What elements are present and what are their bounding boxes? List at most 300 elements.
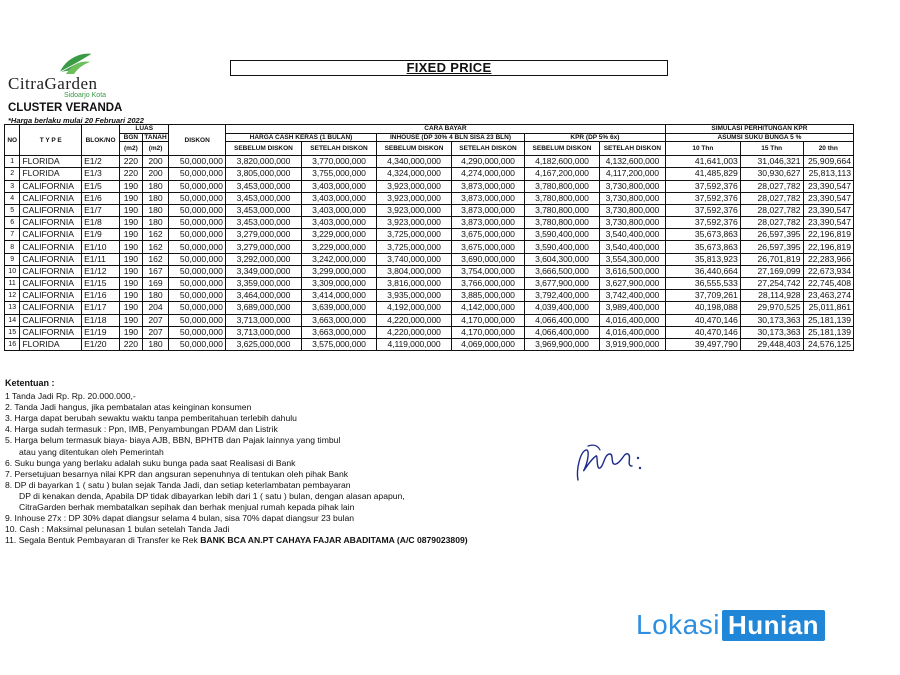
cluster-title: CLUSTER VERANDA: [8, 102, 123, 114]
cell-inh-sebelum: 3,923,000,000: [377, 180, 452, 192]
col-tanah: TANAH: [142, 134, 169, 142]
cell-bgn: 190: [120, 326, 143, 338]
cell-t10: 40,198,088: [665, 302, 740, 314]
cell-type: FLORIDA: [20, 156, 82, 168]
cell-t10: 35,813,923: [665, 253, 740, 265]
table-row: [5, 156, 854, 168]
cell-inh-setelah: 4,274,000,000: [452, 168, 525, 180]
cell-cash-sebelum: 3,279,000,000: [225, 241, 301, 253]
cell-t15: 26,597,395: [740, 241, 803, 253]
cell-kpr-setelah: 4,016,400,000: [599, 326, 665, 338]
cell-diskon: 50,000,000: [169, 204, 226, 216]
col-inhouse: INHOUSE (DP 30% 4 BLN SISA 23 BLN): [377, 134, 525, 142]
cell-type: CALIFORNIA: [20, 241, 82, 253]
col-bgn-unit: (m2): [120, 142, 143, 156]
col-bunga: ASUMSI SUKU BUNGA 5 %: [665, 134, 853, 142]
cell-t20: 25,181,139: [803, 314, 853, 326]
term-item: 3. Harga dapat berubah sewaktu waktu tanpa pemberitahuan terlebih dahulu: [5, 413, 297, 424]
cell-no: 9: [5, 253, 20, 265]
cell-bgn: 190: [120, 278, 143, 290]
cell-diskon: 50,000,000: [169, 241, 226, 253]
cell-no: 15: [5, 326, 20, 338]
cell-cash-setelah: 3,242,000,000: [301, 253, 376, 265]
cell-type: CALIFORNIA: [20, 265, 82, 277]
cell-bgn: 190: [120, 180, 143, 192]
cell-kpr-setelah: 3,627,900,000: [599, 278, 665, 290]
brand-name: CitraGarden: [8, 74, 98, 93]
table-row: [5, 253, 854, 265]
col-cara-bayar: CARA BAYAR: [225, 125, 665, 134]
table-row: [5, 241, 854, 253]
cell-tanah: 207: [142, 326, 169, 338]
cell-no: 12: [5, 290, 20, 302]
cell-no: 2: [5, 168, 20, 180]
cell-cash-setelah: 3,309,000,000: [301, 278, 376, 290]
cell-tanah: 162: [142, 241, 169, 253]
cell-tanah: 162: [142, 229, 169, 241]
cell-no: 1: [5, 156, 20, 168]
term-item: 1 Tanda Jadi Rp. Rp. 20.000.000,-: [5, 391, 136, 402]
cell-no: 5: [5, 204, 20, 216]
cell-diskon: 50,000,000: [169, 338, 226, 350]
cell-inh-sebelum: 4,340,000,000: [377, 156, 452, 168]
cell-t15: 28,027,782: [740, 192, 803, 204]
cell-cash-sebelum: 3,713,000,000: [225, 314, 301, 326]
cell-diskon: 50,000,000: [169, 302, 226, 314]
cell-type: FLORIDA: [20, 168, 82, 180]
col-blok: BLOK/NO: [82, 125, 120, 156]
cell-no: 10: [5, 265, 20, 277]
col-cash-setelah: SETELAH DISKON: [301, 142, 376, 156]
cell-tanah: 200: [142, 168, 169, 180]
cell-cash-setelah: 3,663,000,000: [301, 314, 376, 326]
cell-blok: E1/19: [82, 326, 120, 338]
cell-tanah: 167: [142, 265, 169, 277]
cell-kpr-sebelum: 3,590,400,000: [524, 229, 599, 241]
cell-cash-sebelum: 3,689,000,000: [225, 302, 301, 314]
cell-inh-setelah: 4,069,000,000: [452, 338, 525, 350]
cell-t20: 23,390,547: [803, 217, 853, 229]
cell-type: CALIFORNIA: [20, 229, 82, 241]
cell-kpr-sebelum: 3,604,300,000: [524, 253, 599, 265]
cell-kpr-setelah: 3,989,400,000: [599, 302, 665, 314]
cell-bgn: 190: [120, 217, 143, 229]
cell-cash-sebelum: 3,625,000,000: [225, 338, 301, 350]
cell-blok: E1/11: [82, 253, 120, 265]
cell-tanah: 200: [142, 156, 169, 168]
table-row: [5, 229, 854, 241]
cell-kpr-sebelum: 4,182,600,000: [524, 156, 599, 168]
cell-t15: 28,114,928: [740, 290, 803, 302]
cell-t15: 28,027,782: [740, 204, 803, 216]
cell-no: 16: [5, 338, 20, 350]
cell-bgn: 190: [120, 265, 143, 277]
cell-tanah: 180: [142, 338, 169, 350]
cell-kpr-setelah: 4,016,400,000: [599, 314, 665, 326]
col-inhouse-setelah: SETELAH DISKON: [452, 142, 525, 156]
term-item: 5. Harga belum termasuk biaya- biaya AJB, BBN, BPHTB dan Pajak lainnya yang timbul: [5, 435, 341, 446]
cell-inh-sebelum: 3,935,000,000: [377, 290, 452, 302]
cell-t15: 30,930,627: [740, 168, 803, 180]
cell-bgn: 190: [120, 253, 143, 265]
table-row: [5, 217, 854, 229]
cell-type: CALIFORNIA: [20, 314, 82, 326]
cell-diskon: 50,000,000: [169, 168, 226, 180]
cell-diskon: 50,000,000: [169, 180, 226, 192]
cell-t15: 30,173,363: [740, 314, 803, 326]
cell-diskon: 50,000,000: [169, 326, 226, 338]
cell-cash-setelah: 3,575,000,000: [301, 338, 376, 350]
col-no: NO: [5, 125, 20, 156]
cell-cash-setelah: 3,414,000,000: [301, 290, 376, 302]
cell-blok: E1/10: [82, 241, 120, 253]
term-item: 9. Inhouse 27x : DP 30% dapat diangsur selama 4 bulan, sisa 70% dapat diangsur 23 bulan: [5, 513, 355, 524]
valid-date-note: *Harga berlaku mulai 20 Februari 2022: [8, 116, 144, 125]
cell-t20: 23,390,547: [803, 204, 853, 216]
cell-inh-setelah: 3,766,000,000: [452, 278, 525, 290]
cell-no: 11: [5, 278, 20, 290]
cell-inh-sebelum: 3,923,000,000: [377, 204, 452, 216]
cell-kpr-setelah: 4,117,200,000: [599, 168, 665, 180]
cell-blok: E1/3: [82, 168, 120, 180]
table-row: [5, 204, 854, 216]
cell-cash-sebelum: 3,453,000,000: [225, 217, 301, 229]
cell-inh-setelah: 3,873,000,000: [452, 180, 525, 192]
cell-inh-setelah: 3,675,000,000: [452, 241, 525, 253]
table-row: [5, 180, 854, 192]
cell-kpr-sebelum: 3,677,900,000: [524, 278, 599, 290]
cell-t20: 23,390,547: [803, 180, 853, 192]
cell-inh-setelah: 3,690,000,000: [452, 253, 525, 265]
cell-kpr-setelah: 3,616,500,000: [599, 265, 665, 277]
cell-t20: 22,283,966: [803, 253, 853, 265]
cell-kpr-setelah: 3,540,400,000: [599, 241, 665, 253]
cell-inh-sebelum: 4,119,000,000: [377, 338, 452, 350]
col-tanah-unit: (m2): [142, 142, 169, 156]
cell-t10: 37,709,261: [665, 290, 740, 302]
cell-cash-setelah: 3,770,000,000: [301, 156, 376, 168]
cell-t10: 35,673,863: [665, 229, 740, 241]
terms-heading: Ketentuan :: [5, 378, 55, 388]
cell-t15: 28,027,782: [740, 217, 803, 229]
cell-tanah: 180: [142, 290, 169, 302]
cell-inh-sebelum: 4,324,000,000: [377, 168, 452, 180]
cell-tanah: 169: [142, 278, 169, 290]
cell-inh-setelah: 3,873,000,000: [452, 192, 525, 204]
cell-inh-sebelum: 3,740,000,000: [377, 253, 452, 265]
table-body: [5, 156, 854, 351]
term-last-prefix: 11. Segala Bentuk Pembayaran di Transfer ke Rek: [5, 535, 201, 546]
cell-t10: 36,440,664: [665, 265, 740, 277]
col-kpr-setelah: SETELAH DISKON: [599, 142, 665, 156]
fixed-price-title: FIXED PRICE: [406, 60, 492, 75]
cell-diskon: 50,000,000: [169, 217, 226, 229]
cell-type: CALIFORNIA: [20, 253, 82, 265]
cell-inh-setelah: 3,754,000,000: [452, 265, 525, 277]
cell-cash-setelah: 3,403,000,000: [301, 217, 376, 229]
cell-blok: E1/9: [82, 229, 120, 241]
col-kpr-sebelum: SEBELUM DISKON: [524, 142, 599, 156]
cell-bgn: 220: [120, 156, 143, 168]
cell-inh-setelah: 3,873,000,000: [452, 217, 525, 229]
col-15-thn: 15 Thn: [740, 142, 803, 156]
cell-type: CALIFORNIA: [20, 278, 82, 290]
cell-bgn: 190: [120, 192, 143, 204]
cell-kpr-setelah: 3,742,400,000: [599, 290, 665, 302]
cell-cash-sebelum: 3,464,000,000: [225, 290, 301, 302]
term-item: atau yang ditentukan oleh Pemerintah: [19, 446, 164, 457]
table-row: [5, 168, 854, 180]
cell-cash-setelah: 3,639,000,000: [301, 302, 376, 314]
cell-kpr-setelah: 3,730,800,000: [599, 192, 665, 204]
cell-diskon: 50,000,000: [169, 192, 226, 204]
col-inhouse-sebelum: SEBELUM DISKON: [377, 142, 452, 156]
term-item: 8. DP di bayarkan 1 ( satu ) bulan sejak Tanda Jadi, dan setiap keterlambatan pembayaran: [5, 479, 351, 490]
cell-blok: E1/2: [82, 156, 120, 168]
cell-inh-setelah: 3,675,000,000: [452, 229, 525, 241]
cell-tanah: 207: [142, 314, 169, 326]
cell-t15: 29,448,403: [740, 338, 803, 350]
cell-t20: 23,463,274: [803, 290, 853, 302]
term-item: 6. Suku bunga yang berlaku adalah suku bunga pada saat Realisasi di Bank: [5, 457, 296, 468]
cell-blok: E1/15: [82, 278, 120, 290]
cell-cash-sebelum: 3,349,000,000: [225, 265, 301, 277]
cell-type: CALIFORNIA: [20, 290, 82, 302]
cell-tanah: 204: [142, 302, 169, 314]
terms-section: [5, 378, 565, 546]
cell-no: 7: [5, 229, 20, 241]
cell-kpr-sebelum: 3,780,800,000: [524, 192, 599, 204]
table-row: [5, 192, 854, 204]
cell-cash-sebelum: 3,805,000,000: [225, 168, 301, 180]
table-row: [5, 278, 854, 290]
term-item: 7. Persetujuan besarnya nilai KPR dan angsuran sepenuhnya di tentukan oleh pihak Bank: [5, 468, 349, 479]
signature-icon: [570, 440, 660, 490]
cell-t10: 35,673,863: [665, 241, 740, 253]
cell-kpr-sebelum: 3,780,800,000: [524, 180, 599, 192]
cell-inh-setelah: 4,290,000,000: [452, 156, 525, 168]
cell-diskon: 50,000,000: [169, 314, 226, 326]
cell-blok: E1/17: [82, 302, 120, 314]
cell-tanah: 180: [142, 180, 169, 192]
cell-kpr-sebelum: 3,780,800,000: [524, 204, 599, 216]
watermark-part1: Lokasi: [636, 609, 720, 640]
cell-t20: 25,011,861: [803, 302, 853, 314]
cell-cash-setelah: 3,299,000,000: [301, 265, 376, 277]
citragarden-logo: [8, 50, 138, 100]
cell-t20: 22,673,934: [803, 265, 853, 277]
cell-bgn: 220: [120, 168, 143, 180]
cell-t10: 37,592,376: [665, 180, 740, 192]
cell-inh-sebelum: 3,725,000,000: [377, 241, 452, 253]
cell-kpr-sebelum: 4,066,400,000: [524, 314, 599, 326]
cell-inh-setelah: 3,885,000,000: [452, 290, 525, 302]
price-table: [4, 124, 854, 351]
cell-blok: E1/5: [82, 180, 120, 192]
cell-t10: 41,485,829: [665, 168, 740, 180]
cell-blok: E1/6: [82, 192, 120, 204]
cell-t10: 39,497,790: [665, 338, 740, 350]
cell-kpr-setelah: 3,919,900,000: [599, 338, 665, 350]
cell-no: 6: [5, 217, 20, 229]
term-item: [5, 535, 565, 546]
cell-t20: 22,196,819: [803, 241, 853, 253]
cell-diskon: 50,000,000: [169, 290, 226, 302]
col-20-thn: 20 thn: [803, 142, 853, 156]
cell-cash-setelah: 3,403,000,000: [301, 192, 376, 204]
cell-cash-setelah: 3,403,000,000: [301, 180, 376, 192]
cell-blok: E1/20: [82, 338, 120, 350]
cell-cash-setelah: 3,229,000,000: [301, 241, 376, 253]
cell-diskon: 50,000,000: [169, 253, 226, 265]
cell-kpr-setelah: 3,540,400,000: [599, 229, 665, 241]
cell-inh-setelah: 3,873,000,000: [452, 204, 525, 216]
cell-diskon: 50,000,000: [169, 265, 226, 277]
cell-inh-sebelum: 4,220,000,000: [377, 314, 452, 326]
cell-type: CALIFORNIA: [20, 217, 82, 229]
cell-kpr-sebelum: 3,969,900,000: [524, 338, 599, 350]
cell-type: CALIFORNIA: [20, 302, 82, 314]
cell-blok: E1/18: [82, 314, 120, 326]
cell-inh-sebelum: 4,220,000,000: [377, 326, 452, 338]
cell-cash-sebelum: 3,292,000,000: [225, 253, 301, 265]
cell-kpr-setelah: 4,132,600,000: [599, 156, 665, 168]
cell-t15: 30,173,363: [740, 326, 803, 338]
cell-blok: E1/16: [82, 290, 120, 302]
cell-tanah: 180: [142, 217, 169, 229]
leaf-logo-icon: [56, 50, 96, 76]
table-row: [5, 326, 854, 338]
cell-type: FLORIDA: [20, 338, 82, 350]
cell-cash-setelah: 3,403,000,000: [301, 204, 376, 216]
cell-kpr-sebelum: 3,666,500,000: [524, 265, 599, 277]
cell-cash-sebelum: 3,820,000,000: [225, 156, 301, 168]
cell-t20: 22,196,819: [803, 229, 853, 241]
terms-list: [5, 391, 565, 535]
table-row: [5, 302, 854, 314]
fixed-price-header: [230, 60, 668, 76]
cell-t15: 28,027,782: [740, 180, 803, 192]
cell-bgn: 190: [120, 314, 143, 326]
table-row: [5, 290, 854, 302]
cell-inh-setelah: 4,142,000,000: [452, 302, 525, 314]
cell-t10: 37,592,376: [665, 204, 740, 216]
term-item: 2. Tanda Jadi hangus, jika pembatalan atas keinginan konsumen: [5, 402, 252, 413]
term-bank-account: BANK BCA AN.PT CAHAYA FAJAR ABADITAMA (A/C 0879023809): [200, 535, 468, 546]
col-luas: LUAS: [120, 125, 169, 134]
cell-bgn: 190: [120, 204, 143, 216]
cell-diskon: 50,000,000: [169, 156, 226, 168]
table-header: [5, 125, 854, 156]
cell-kpr-setelah: 3,554,300,000: [599, 253, 665, 265]
table-row: [5, 314, 854, 326]
cell-t20: 23,390,547: [803, 192, 853, 204]
cell-bgn: 190: [120, 302, 143, 314]
cell-t20: 25,909,664: [803, 156, 853, 168]
cell-diskon: 50,000,000: [169, 278, 226, 290]
col-kpr: KPR (DP 5% 6x): [524, 134, 665, 142]
col-diskon: DISKON: [169, 125, 226, 156]
cell-t20: 25,181,139: [803, 326, 853, 338]
cell-bgn: 190: [120, 290, 143, 302]
col-cash-sebelum: SEBELUM DISKON: [225, 142, 301, 156]
table-row: [5, 265, 854, 277]
watermark-part2: Hunian: [722, 610, 825, 641]
col-simulasi: SIMULASI PERHITUNGAN KPR: [665, 125, 853, 134]
cell-t15: 31,046,321: [740, 156, 803, 168]
term-item: 10. Cash : Maksimal pelunasan 1 bulan setelah Tanda Jadi: [5, 524, 230, 535]
cell-t10: 41,641,003: [665, 156, 740, 168]
cell-no: 13: [5, 302, 20, 314]
cell-cash-sebelum: 3,453,000,000: [225, 192, 301, 204]
cell-inh-sebelum: 3,804,000,000: [377, 265, 452, 277]
col-type: T Y P E: [20, 125, 82, 156]
cell-cash-sebelum: 3,453,000,000: [225, 204, 301, 216]
cell-t15: 29,970,525: [740, 302, 803, 314]
cell-no: 4: [5, 192, 20, 204]
cell-kpr-sebelum: 3,780,800,000: [524, 217, 599, 229]
cell-t20: 22,745,408: [803, 278, 853, 290]
lokasihunian-watermark: [636, 608, 825, 642]
cell-t15: 26,597,395: [740, 229, 803, 241]
cell-kpr-sebelum: 4,066,400,000: [524, 326, 599, 338]
cell-inh-sebelum: 3,816,000,000: [377, 278, 452, 290]
cell-bgn: 190: [120, 241, 143, 253]
cell-cash-setelah: 3,755,000,000: [301, 168, 376, 180]
cell-tanah: 180: [142, 204, 169, 216]
term-item: CitraGarden berhak membatalkan sepihak dan berhak menjual rumah kepada pihak lain: [19, 502, 355, 513]
cell-t15: 27,169,099: [740, 265, 803, 277]
col-bgn: BGN: [120, 134, 143, 142]
cell-cash-sebelum: 3,279,000,000: [225, 229, 301, 241]
cell-inh-sebelum: 3,923,000,000: [377, 192, 452, 204]
cell-t10: 40,470,146: [665, 314, 740, 326]
cell-blok: E1/8: [82, 217, 120, 229]
cell-inh-sebelum: 3,923,000,000: [377, 217, 452, 229]
cell-t15: 26,701,819: [740, 253, 803, 265]
cell-blok: E1/7: [82, 204, 120, 216]
term-item: DP di kenakan denda, Apabila DP tidak dibayarkan lebih dari 1 ( satu ) bulan, dengan alasan apapun,: [19, 490, 405, 501]
cell-diskon: 50,000,000: [169, 229, 226, 241]
cell-cash-sebelum: 3,359,000,000: [225, 278, 301, 290]
cell-kpr-sebelum: 3,792,400,000: [524, 290, 599, 302]
cell-t10: 37,592,376: [665, 217, 740, 229]
cell-bgn: 190: [120, 229, 143, 241]
cell-inh-sebelum: 4,192,000,000: [377, 302, 452, 314]
cell-kpr-setelah: 3,730,800,000: [599, 180, 665, 192]
cell-t10: 37,592,376: [665, 192, 740, 204]
cell-no: 8: [5, 241, 20, 253]
cell-kpr-setelah: 3,730,800,000: [599, 217, 665, 229]
cell-inh-setelah: 4,170,000,000: [452, 326, 525, 338]
cell-kpr-sebelum: 4,039,400,000: [524, 302, 599, 314]
cell-type: CALIFORNIA: [20, 326, 82, 338]
cell-t10: 40,470,146: [665, 326, 740, 338]
cell-cash-setelah: 3,663,000,000: [301, 326, 376, 338]
cell-t10: 36,555,533: [665, 278, 740, 290]
term-item: 4. Harga sudah termasuk : Ppn, IMB, Penyambungan PDAM dan Listrik: [5, 424, 278, 435]
col-cash: HARGA CASH KERAS (1 BULAN): [225, 134, 376, 142]
cell-cash-setelah: 3,229,000,000: [301, 229, 376, 241]
cell-type: CALIFORNIA: [20, 180, 82, 192]
cell-no: 14: [5, 314, 20, 326]
cell-no: 3: [5, 180, 20, 192]
cell-t15: 27,254,742: [740, 278, 803, 290]
cell-tanah: 162: [142, 253, 169, 265]
cell-type: CALIFORNIA: [20, 192, 82, 204]
cell-t20: 25,813,113: [803, 168, 853, 180]
cell-bgn: 220: [120, 338, 143, 350]
